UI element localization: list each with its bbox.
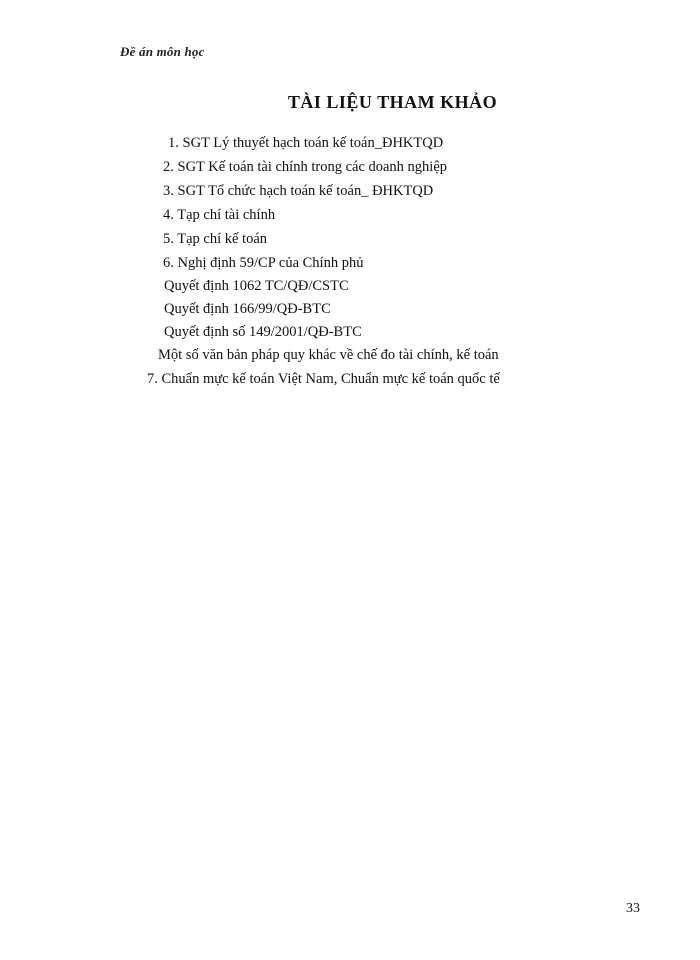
- running-header: Đề án môn học: [120, 44, 205, 59]
- reference-item: 1. SGT Lý thuyết hạch toán kế toán_ĐHKTQD: [168, 135, 444, 151]
- reference-item: Một số văn bản pháp quy khác về chế đo tài chính, kế toán: [158, 347, 499, 363]
- reference-item: Quyết định 166/99/QĐ-BTC: [164, 301, 331, 317]
- reference-item: 2. SGT Kế toán tài chính trong các doanh nghiệp: [163, 159, 448, 175]
- reference-item: 5. Tạp chí kế toán: [163, 231, 268, 247]
- reference-item: 7. Chuẩn mực kế toán Việt Nam, Chuẩn mực kế toán quốc tế: [147, 371, 500, 387]
- reference-item: 4. Tạp chí tài chính: [163, 207, 276, 223]
- reference-item: Quyết định số 149/2001/QĐ-BTC: [164, 324, 362, 340]
- page-title: TÀI LIỆU THAM KHẢO: [287, 92, 498, 112]
- page-number: 33: [626, 901, 640, 916]
- reference-item: 3. SGT Tổ chức hạch toán kế toán_ ĐHKTQD: [163, 183, 434, 199]
- reference-item: Quyết định 1062 TC/QĐ/CSTC: [164, 278, 349, 294]
- reference-item: 6. Nghị định 59/CP của Chính phủ: [163, 255, 364, 271]
